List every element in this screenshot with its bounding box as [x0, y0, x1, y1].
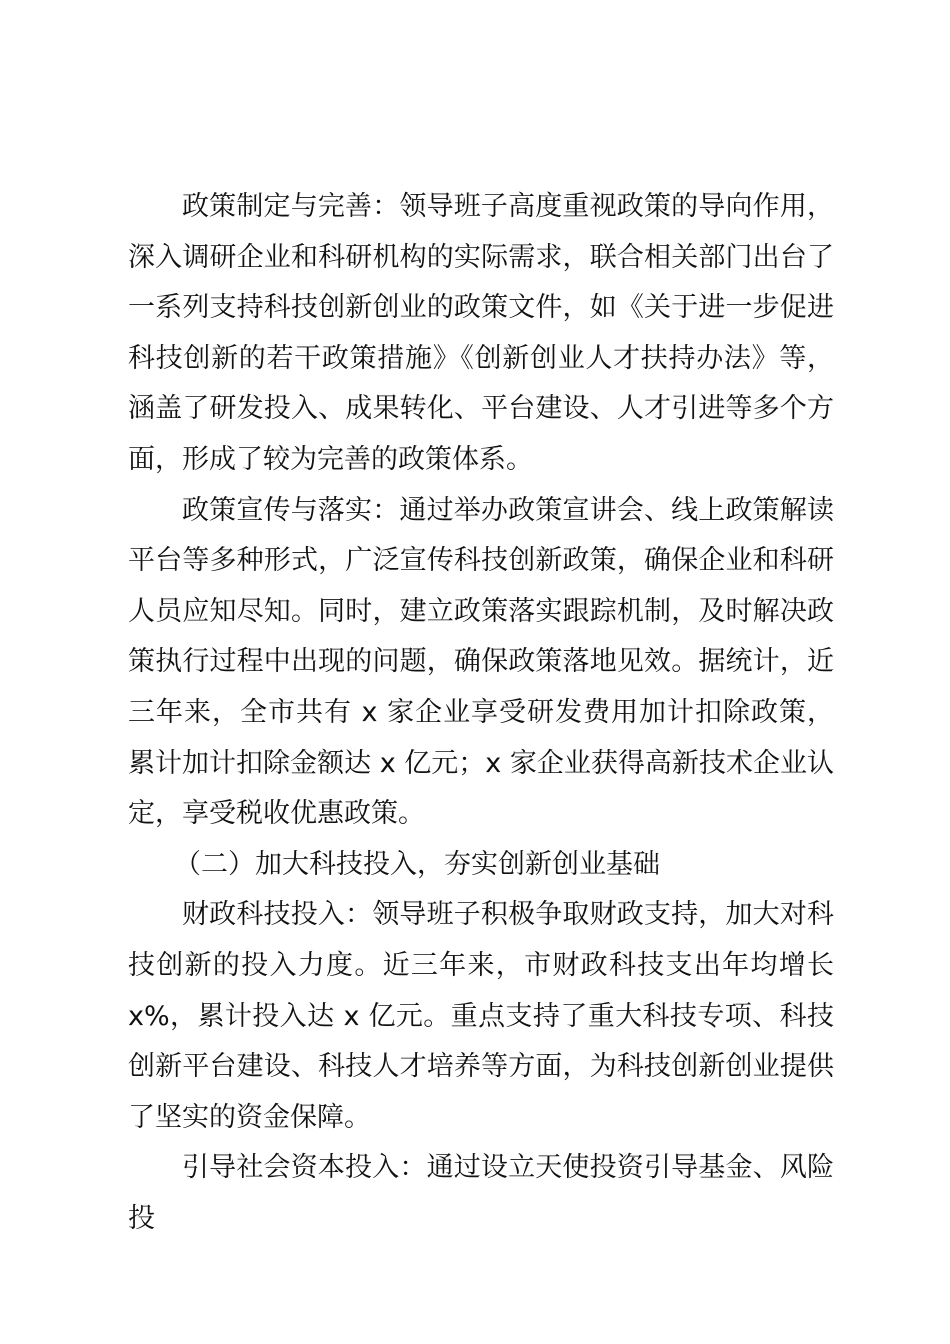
- paragraph-policy-publicity: 政策宣传与落实：通过举办政策宣讲会、线上政策解读平台等多种形式，广泛宣传科技创新政策，确保企业和科研人员应知尽知。同时，建立政策落实跟踪机制，及时解决政策执行过程中出现的问题，确保政策落地见效。据统计，近三年来，全市共有 x 家企业享受研发费用加计扣除政策，累计加计扣除金额达 x 亿元；x 家企业获得高新技术企业认定，享受税收优惠政策。: [128, 494, 834, 830]
- paragraph-social-capital: 引导社会资本投入：通过设立天使投资引导基金、风险投: [128, 1152, 834, 1234]
- document-body: [128, 182, 834, 1244]
- section-heading: （二）加大科技投入，夯实创新创业基础: [174, 848, 660, 880]
- paragraph-policy-formulation: 政策制定与完善：领导班子高度重视政策的导向作用，深入调研企业和科研机构的实际需求，联合相关部门出台了一系列支持科技创新创业的政策文件，如《关于进一步促进科技创新的若干政策措施》《创新创业人才扶持办法》等，涵盖了研发投入、成果转化、平台建设、人才引进等多个方面，形成了较为完善的政策体系。: [128, 191, 834, 475]
- paragraph-fiscal-investment: 财政科技投入：领导班子积极争取财政支持，加大对科技创新的投入力度。近三年来，市财政科技支出年均增长 x%，累计投入达 x 亿元。重点支持了重大科技专项、科技创新平台建设、科技人才培养等方面，为科技创新创业提供了坚实的资金保障。: [128, 899, 834, 1133]
